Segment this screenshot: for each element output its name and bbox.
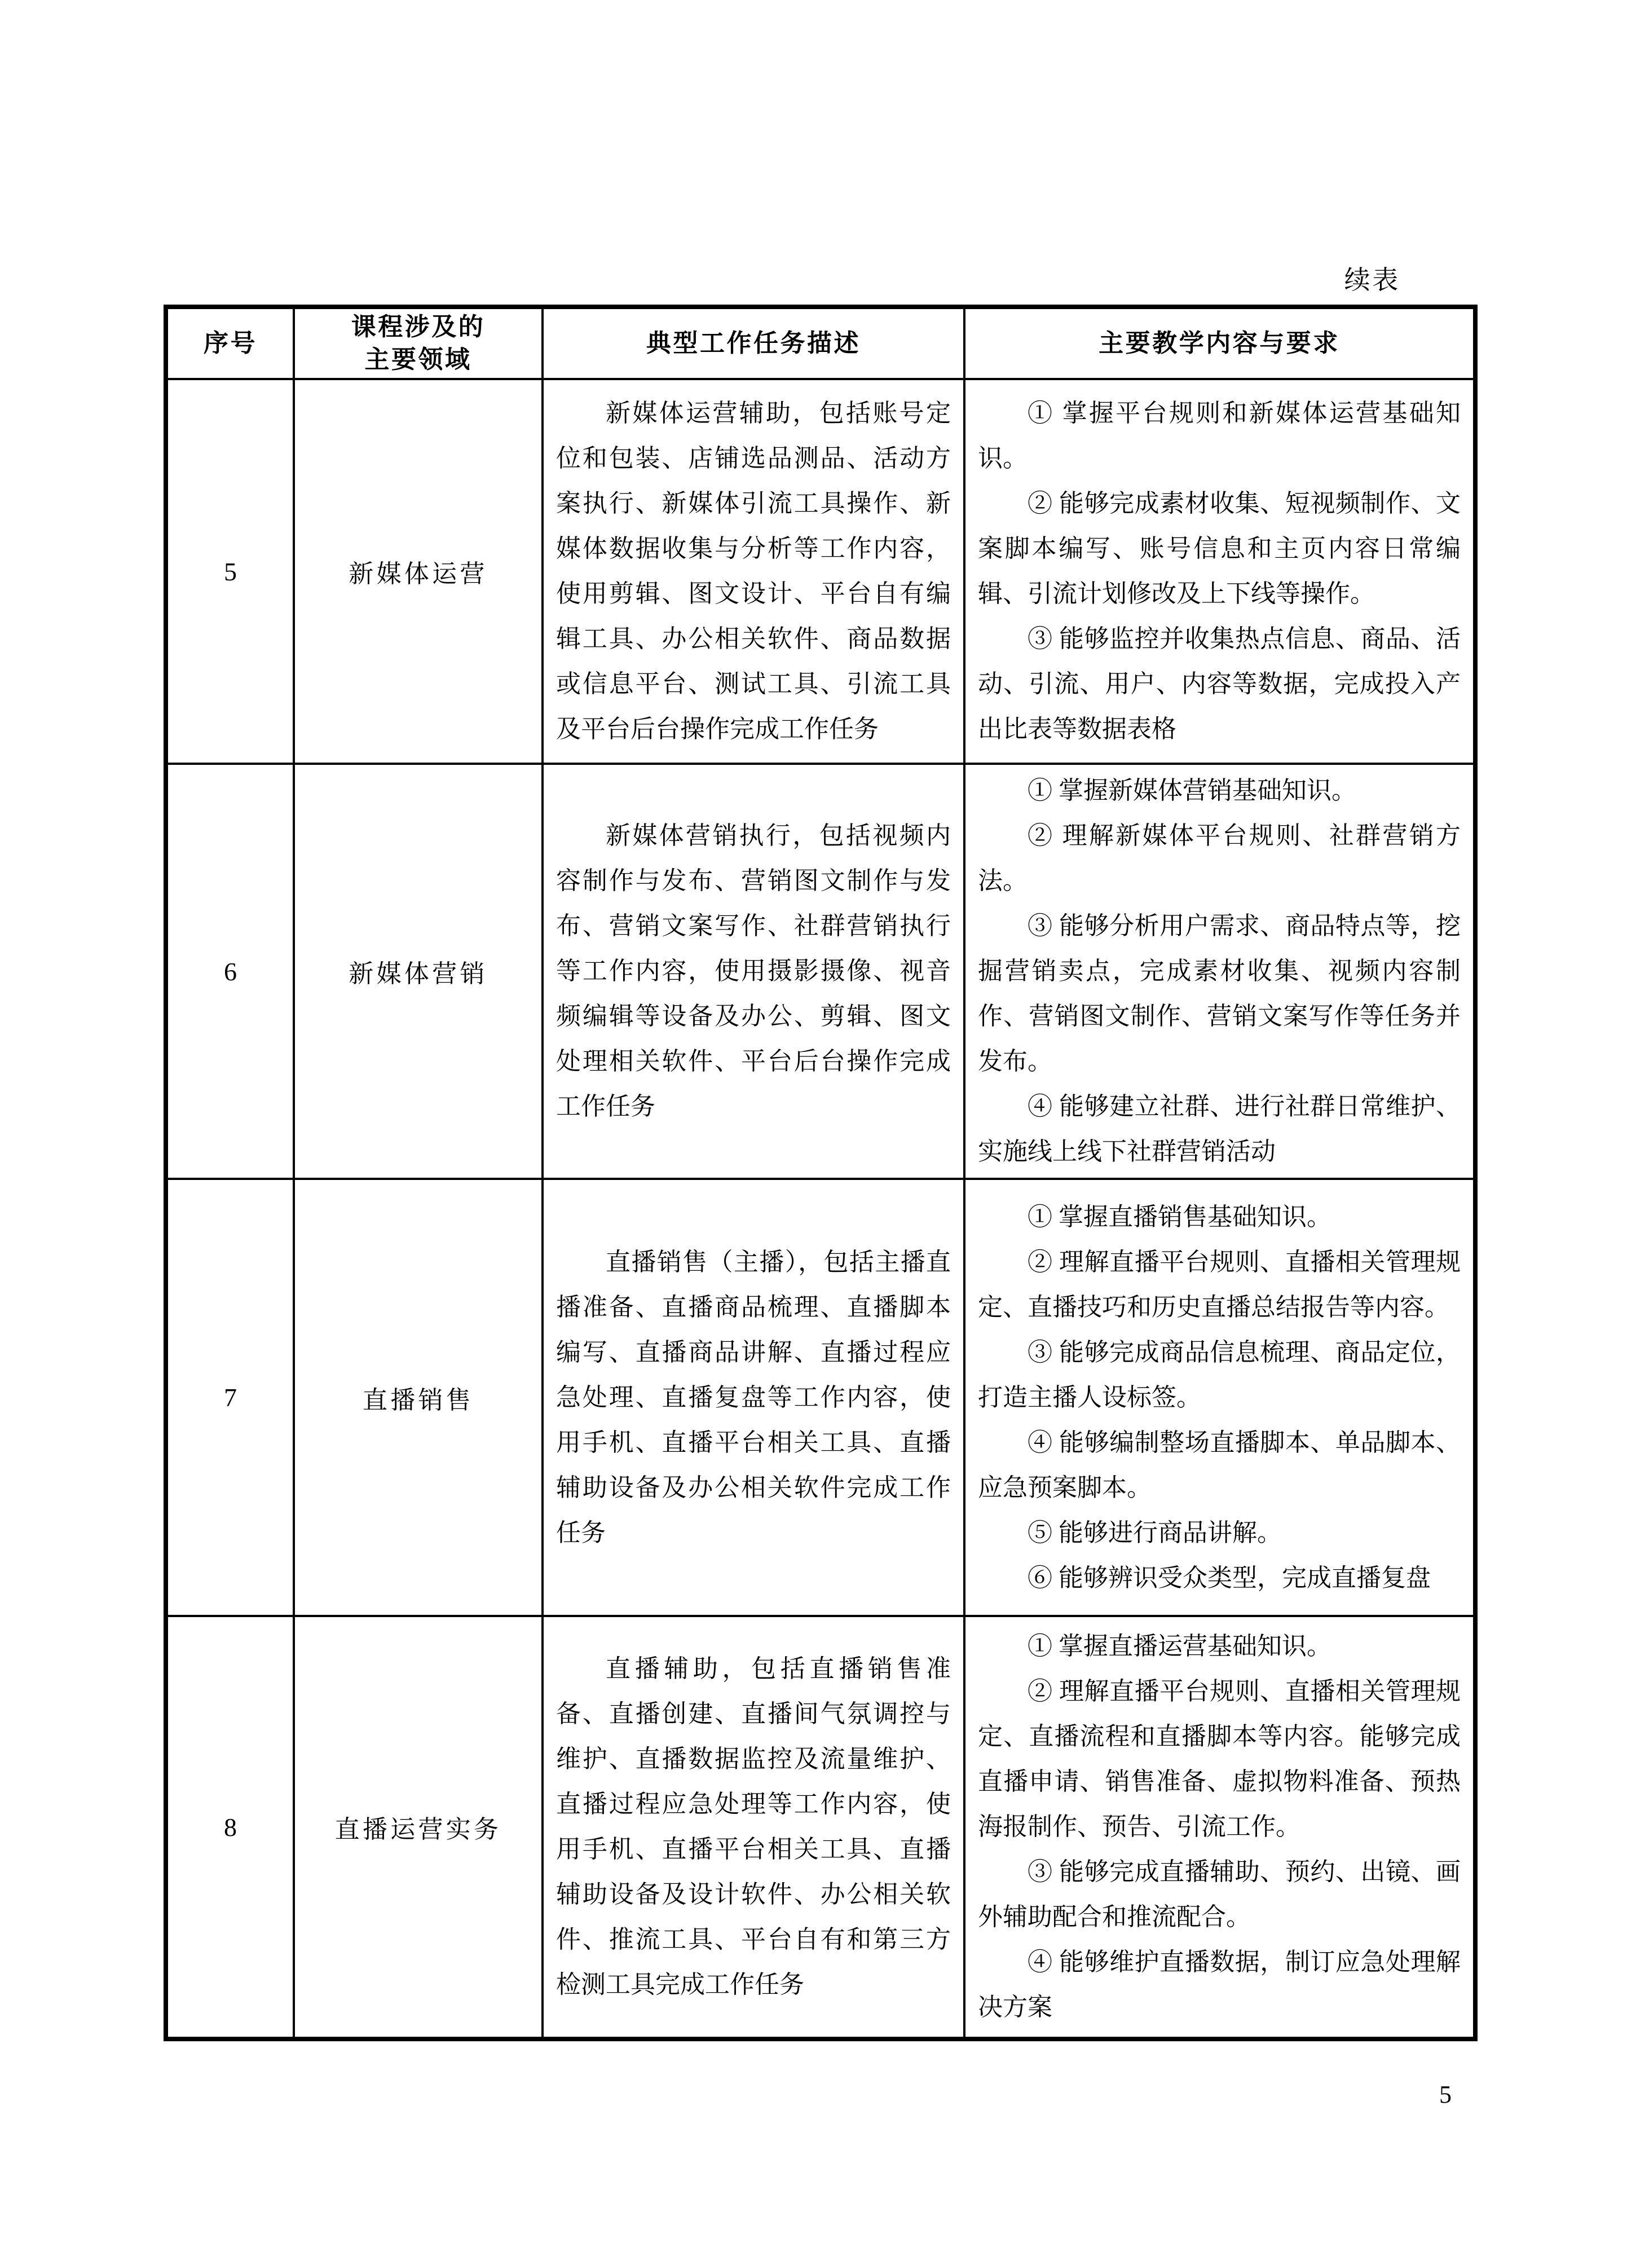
task-paragraph: 新媒体营销执行，包括视频内容制作与发布、营销图文制作与发布、营销文案写作、社群营销执行等工作内容，使用摄影摄像、视音频编辑等设备及办公、剪辑、图文处理相关软件、平台后台操作完成工作任务	[556, 822, 951, 1120]
seq-cell: 6	[166, 764, 294, 1179]
continued-table-label: 续表	[1344, 266, 1400, 294]
requirements-cell	[964, 1179, 1475, 1616]
requirement-item: ③ 能够完成直播辅助、预约、出镜、画外辅助配合和推流配合。	[978, 1858, 1461, 1931]
requirement-item: ⑤ 能够进行商品讲解。	[1028, 1518, 1282, 1547]
requirement-item: ② 理解直播平台规则、直播相关管理规定、直播流程和直播脚本等内容。能够完成直播申请、销售准备、虚拟物料准备、预热海报制作、预告、引流工作。	[978, 1677, 1461, 1840]
header-area-line1: 课程涉及的	[351, 312, 486, 341]
table-row	[166, 1179, 1475, 1616]
area-cell: 直播运营实务	[294, 1616, 543, 2039]
requirement-item: ③ 能够监控并收集热点信息、商品、活动、引流、用户、内容等数据，完成投入产出比表等数据表格	[978, 625, 1461, 743]
requirement-item: ④ 能够编制整场直播脚本、单品脚本、应急预案脚本。	[978, 1428, 1461, 1501]
task-cell	[543, 764, 964, 1179]
page-number: 5	[1439, 2081, 1452, 2108]
requirement-item: ④ 能够建立社群、进行社群日常维护、实施线上线下社群营销活动	[978, 1093, 1461, 1165]
requirements-cell	[964, 764, 1475, 1179]
requirement-item: ② 能够完成素材收集、短视频制作、文案脚本编写、账号信息和主页内容日常编辑、引流计划修改及上下线等操作。	[978, 490, 1461, 607]
task-paragraph: 新媒体运营辅助，包括账号定位和包装、店铺选品测品、活动方案执行、新媒体引流工具操作、新媒体数据收集与分析等工作内容，使用剪辑、图文设计、平台自有编辑工具、办公相关软件、商品数据或信息平台、测试工具、引流工具及平台后台操作完成工作任务	[556, 399, 951, 743]
requirement-item: ③ 能够完成商品信息梳理、商品定位，打造主播人设标签。	[978, 1338, 1461, 1411]
seq-cell: 5	[166, 379, 294, 764]
task-cell	[543, 1179, 964, 1616]
header-row	[166, 307, 1475, 379]
table-row	[166, 764, 1475, 1179]
header-seq: 序号	[166, 307, 294, 379]
header-content: 主要教学内容与要求	[964, 307, 1475, 379]
seq-cell: 8	[166, 1616, 294, 2039]
area-cell: 新媒体营销	[294, 764, 543, 1179]
requirement-item: ② 理解新媒体平台规则、社群营销方法。	[978, 822, 1461, 895]
task-cell	[543, 1616, 964, 2039]
table-row	[166, 1616, 1475, 2039]
header-area	[294, 307, 543, 379]
requirements-cell	[964, 1616, 1475, 2039]
header-task: 典型工作任务描述	[543, 307, 964, 379]
requirement-item: ③ 能够分析用户需求、商品特点等，挖掘营销卖点，完成素材收集、视频内容制作、营销图文制作、营销文案写作等任务并发布。	[978, 912, 1461, 1075]
task-cell	[543, 379, 964, 764]
requirement-item: ④ 能够维护直播数据，制订应急处理解决方案	[978, 1948, 1461, 2021]
requirements-cell	[964, 379, 1475, 764]
requirement-item: ① 掌握平台规则和新媒体运营基础知识。	[978, 399, 1461, 472]
area-cell: 新媒体运营	[294, 379, 543, 764]
requirement-item: ⑥ 能够辨识受众类型，完成直播复盘	[1028, 1564, 1431, 1592]
seq-cell: 7	[166, 1179, 294, 1616]
task-paragraph: 直播销售（主播），包括主播直播准备、直播商品梳理、直播脚本编写、直播商品讲解、直播过程应急处理、直播复盘等工作内容，使用手机、直播平台相关工具、直播辅助设备及办公相关软件完成工作任务	[556, 1248, 951, 1547]
table-row	[166, 379, 1475, 764]
curriculum-table	[164, 305, 1478, 2041]
area-cell: 直播销售	[294, 1179, 543, 1616]
requirement-item: ① 掌握直播运营基础知识。	[1028, 1632, 1331, 1660]
requirement-item: ② 理解直播平台规则、直播相关管理规定、直播技巧和历史直播总结报告等内容。	[978, 1248, 1461, 1321]
task-paragraph: 直播辅助，包括直播销售准备、直播创建、直播间气氛调控与维护、直播数据监控及流量维护、直播过程应急处理等工作内容，使用手机、直播平台相关工具、直播辅助设备及设计软件、办公相关软件、推流工具、平台自有和第三方检测工具完成工作任务	[556, 1655, 951, 1998]
header-area-line2: 主要领域	[364, 346, 472, 373]
requirement-item: ① 掌握直播销售基础知识。	[1028, 1203, 1331, 1231]
requirement-item: ① 掌握新媒体营销基础知识。	[1028, 777, 1356, 804]
